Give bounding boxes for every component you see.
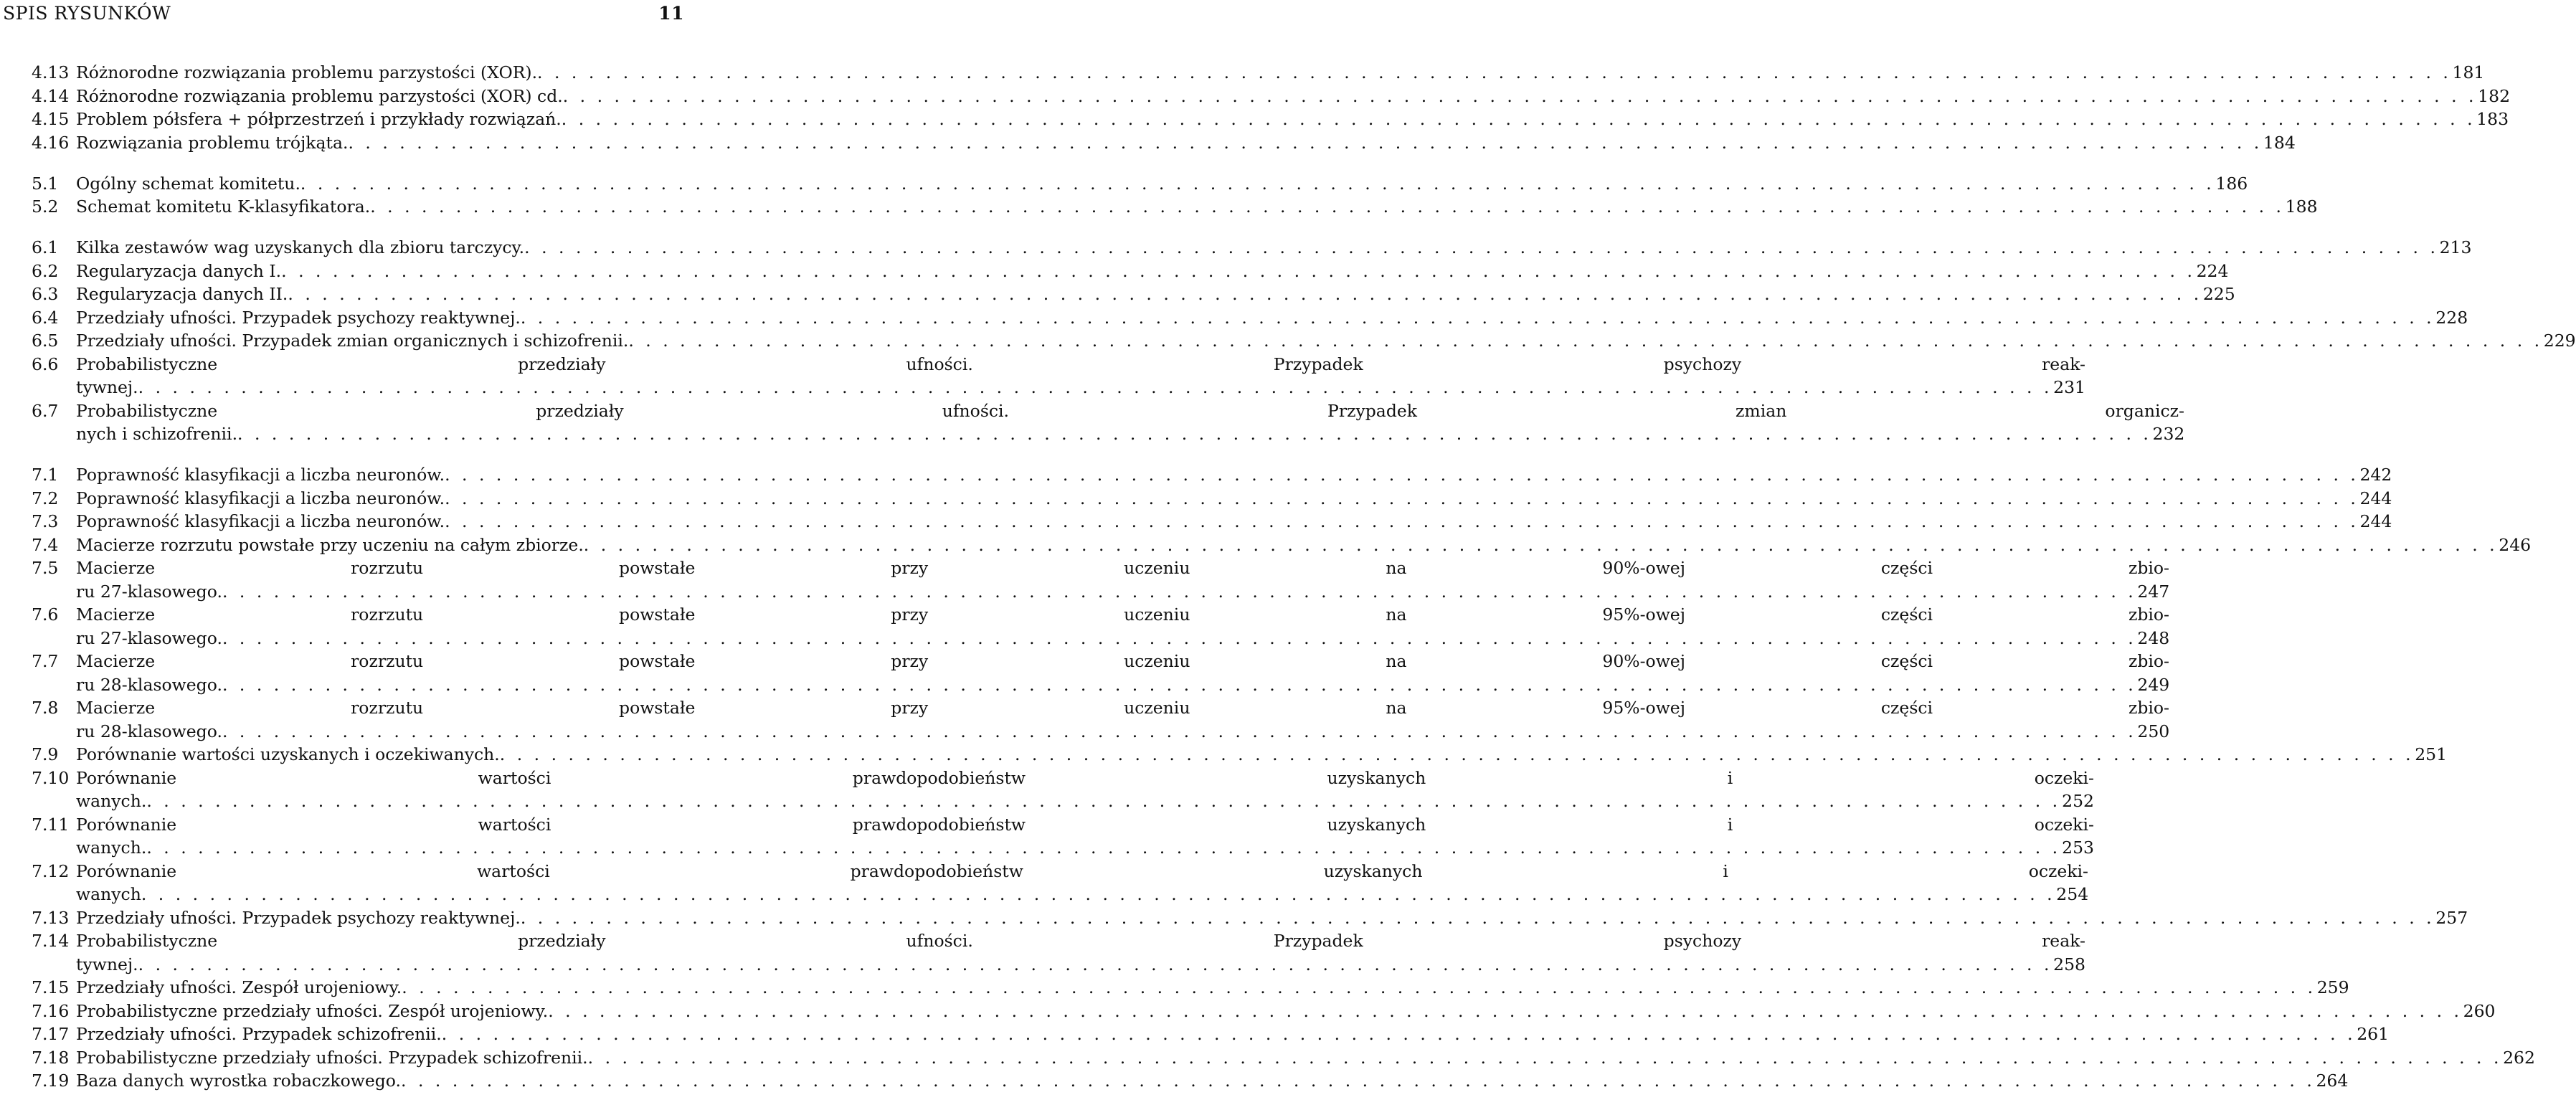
dot-leader	[548, 1000, 2462, 1023]
page-number: 184	[2263, 132, 2296, 153]
dot-leader	[445, 463, 2359, 487]
figure-number: 4.15	[32, 109, 70, 129]
toc-entry[interactable]	[32, 696, 2170, 743]
toc-entry[interactable]	[32, 510, 2392, 533]
figure-caption: Przedziały ufności. Przypadek schizofrenii.	[76, 1024, 442, 1044]
toc-entry[interactable]	[32, 1023, 2390, 1046]
page-number: 244	[2359, 511, 2392, 531]
figure-number: 7.11	[32, 814, 70, 835]
figure-number: 6.7	[32, 400, 59, 421]
page-number: 242	[2359, 465, 2392, 485]
page-number: 181	[2452, 62, 2485, 82]
figure-number: 6.3	[32, 284, 59, 304]
toc-entry[interactable]	[32, 556, 2170, 603]
figure-caption: tywnej.	[76, 954, 138, 974]
dot-leader	[138, 376, 2052, 399]
figure-number: 7.3	[32, 511, 59, 531]
page-number: 250	[2137, 721, 2170, 741]
toc-entry[interactable]	[32, 306, 2468, 330]
toc-entry[interactable]	[32, 976, 2349, 1000]
toc-entry[interactable]	[32, 603, 2170, 650]
toc-entry[interactable]	[32, 353, 2085, 399]
toc-entry[interactable]	[32, 813, 2094, 860]
page-number: 246	[2499, 534, 2532, 555]
figure-number: 7.8	[32, 698, 59, 718]
figure-caption: Probabilistyczne przedziały ufności. Przypadek psychozy reak-	[76, 354, 2085, 374]
figure-number: 7.13	[32, 907, 70, 928]
figure-caption: Regularyzacja danych I.	[76, 260, 282, 281]
dot-leader	[445, 487, 2359, 511]
list-of-figures	[32, 61, 2576, 1110]
page-number: 261	[2357, 1024, 2390, 1044]
dot-leader	[237, 422, 2151, 446]
dot-leader	[524, 236, 2438, 260]
toc-entry[interactable]	[32, 236, 2472, 260]
page-number: 249	[2137, 674, 2170, 695]
toc-entry[interactable]	[32, 767, 2094, 813]
toc-entry[interactable]	[32, 743, 2448, 767]
figure-caption: Rozwiązania problemu trójkąta.	[76, 132, 349, 153]
figure-caption: Baza danych wyrostka robaczkowego.	[76, 1071, 402, 1091]
toc-entry[interactable]	[32, 1046, 2535, 1070]
figure-number: 7.2	[32, 488, 59, 508]
page-number: 254	[2056, 884, 2089, 904]
figure-number: 7.9	[32, 744, 59, 764]
figure-caption: ru 28-klasowego.	[76, 721, 222, 741]
figure-caption: ru 27-klasowego.	[76, 627, 222, 648]
dot-leader	[300, 172, 2215, 196]
toc-group	[32, 172, 2318, 219]
figure-caption: Różnorodne rozwiązania problemu parzystości (XOR).	[76, 62, 538, 82]
figure-caption: Regularyzacja danych II.	[76, 284, 288, 304]
figure-caption: wanych.	[76, 838, 147, 858]
figure-number: 7.14	[32, 931, 70, 951]
figure-caption: Przedziały ufności. Przypadek psychozy reaktywnej.	[76, 307, 521, 328]
figure-number: 7.15	[32, 977, 70, 997]
figure-caption: Macierze rozrzutu powstałe przy uczeniu na 90%-owej części zbio-	[76, 558, 2169, 578]
toc-entry[interactable]	[32, 463, 2392, 487]
toc-entry[interactable]	[32, 85, 2511, 108]
toc-entry[interactable]	[32, 195, 2318, 219]
figure-caption: Porównanie wartości prawdopodobieństw uzyskanych i oczeki-	[76, 767, 2094, 788]
figure-caption: Porównanie wartości prawdopodobieństw uzyskanych i oczeki-	[76, 860, 2088, 881]
figure-caption: Poprawność klasyfikacji a liczba neuronów.	[76, 511, 445, 531]
figure-number: 7.4	[32, 534, 59, 555]
figure-number: 7.19	[32, 1071, 70, 1091]
page-number: 258	[2053, 954, 2085, 974]
figure-caption: ru 27-klasowego.	[76, 581, 222, 602]
page-number: 231	[2053, 377, 2085, 397]
page-number: 229	[2543, 331, 2576, 351]
page-number: 182	[2478, 85, 2511, 106]
figure-caption: Różnorodne rozwiązania problemu parzystości (XOR) cd.	[76, 85, 563, 106]
toc-entry[interactable]	[32, 172, 2248, 196]
dot-leader	[442, 1023, 2356, 1046]
toc-entry[interactable]	[32, 860, 2089, 906]
toc-group	[32, 236, 2576, 446]
figure-caption: Poprawność klasyfikacji a liczba neuronów.	[76, 465, 445, 485]
figure-caption: wanych	[76, 884, 141, 904]
toc-entry[interactable]	[32, 131, 2296, 155]
running-header	[3, 3, 684, 24]
page-number: 225	[2202, 284, 2235, 304]
figure-caption: tywnej.	[76, 377, 138, 397]
figure-number: 6.6	[32, 354, 59, 374]
figure-number: 7.10	[32, 767, 70, 788]
dot-leader	[370, 195, 2284, 219]
figure-number: 6.2	[32, 260, 59, 281]
figure-number: 7.16	[32, 1000, 70, 1021]
figure-number: 4.13	[32, 62, 70, 82]
dot-leader	[288, 283, 2202, 306]
figure-number: 7.18	[32, 1047, 70, 1068]
figure-number: 5.1	[32, 173, 59, 194]
page-number: 262	[2503, 1047, 2535, 1068]
figure-caption: Przedziały ufności. Przypadek zmian organicznych i schizofrenii.	[76, 331, 629, 351]
dot-leader	[500, 743, 2414, 767]
dot-leader	[445, 510, 2359, 533]
toc-entry[interactable]	[32, 906, 2468, 930]
page-number: 251	[2415, 744, 2448, 764]
figure-caption: Macierze rozrzutu powstałe przy uczeniu na 90%-owej części zbio-	[76, 651, 2169, 671]
dot-leader	[562, 108, 2476, 131]
page-number: 253	[2062, 838, 2094, 858]
figure-caption: wanych.	[76, 791, 147, 811]
figure-caption: Porównanie wartości prawdopodobieństw uzyskanych i oczeki-	[76, 814, 2094, 835]
dot-leader	[521, 906, 2435, 930]
figure-number: 7.7	[32, 651, 59, 671]
dot-leader	[521, 306, 2435, 330]
dot-leader	[563, 85, 2477, 108]
figure-number: 4.14	[32, 85, 70, 106]
figure-caption: Przedziały ufności. Zespół urojeniowy.	[76, 977, 402, 997]
toc-entry[interactable]	[32, 399, 2185, 446]
dot-leader	[401, 1069, 2315, 1093]
figure-number: 7.6	[32, 604, 59, 625]
dot-leader	[537, 61, 2451, 85]
page-number: 259	[2316, 977, 2349, 997]
dot-leader	[222, 720, 2136, 744]
dot-leader	[588, 1046, 2502, 1070]
figure-caption: Porównanie wartości uzyskanych i oczekiwanych.	[76, 744, 500, 764]
dot-leader	[138, 953, 2052, 977]
page-number: 232	[2152, 424, 2185, 444]
figure-number: 7.12	[32, 860, 70, 881]
toc-group	[32, 463, 2535, 1093]
figure-caption: Ogólny schemat komitetu.	[76, 173, 300, 194]
toc-entry[interactable]	[32, 329, 2576, 353]
figure-caption: Macierze rozrzutu powstałe przy uczeniu na 95%-owej części zbio-	[76, 698, 2169, 718]
toc-entry[interactable]	[32, 108, 2509, 131]
figure-caption: Probabilistyczne przedziały ufności. Przypadek psychozy reak-	[76, 931, 2085, 951]
figure-number: 7.1	[32, 465, 59, 485]
toc-entry[interactable]	[32, 61, 2485, 85]
page-number: 188	[2285, 196, 2318, 217]
toc-entry[interactable]	[32, 487, 2392, 511]
figure-number: 7.5	[32, 558, 59, 578]
figure-number: 4.16	[32, 132, 70, 153]
page-number: 213	[2439, 237, 2472, 257]
figure-caption: ru 28-klasowego.	[76, 674, 222, 695]
toc-entry[interactable]	[32, 929, 2085, 976]
page-number: 186	[2215, 173, 2248, 194]
page-number: 247	[2137, 581, 2170, 602]
dot-leader	[222, 580, 2136, 604]
toc-entry[interactable]	[32, 1069, 2349, 1093]
figure-caption: Kilka zestawów wag uzyskanych dla zbioru tarczycy.	[76, 237, 525, 257]
figure-number: 6.1	[32, 237, 59, 257]
dot-leader	[348, 131, 2262, 155]
dot-leader	[222, 673, 2136, 697]
dot-leader	[628, 329, 2542, 353]
dot-leader	[584, 533, 2498, 557]
figure-caption: Macierze rozrzutu powstałe przy uczeniu na 95%-owej części zbio-	[76, 604, 2169, 625]
page-number: 248	[2137, 627, 2170, 648]
dot-leader	[146, 836, 2061, 860]
page-number: 260	[2463, 1000, 2496, 1021]
figure-number: 6.4	[32, 307, 59, 328]
figure-caption: Probabilistyczne przedziały ufności. Przypadek zmian organicz-	[76, 400, 2184, 421]
page-number: 228	[2435, 307, 2468, 328]
toc-entry[interactable]	[32, 1000, 2496, 1023]
dot-leader	[281, 260, 2195, 283]
header-page-number: 11	[658, 3, 684, 24]
page-number: 224	[2196, 260, 2229, 281]
page-number: 252	[2062, 791, 2094, 811]
toc-entry[interactable]	[32, 283, 2235, 306]
toc-group	[32, 61, 2511, 154]
dot-leader	[402, 976, 2316, 1000]
figure-caption: Probabilistyczne przedziały ufności. Przypadek schizofrenii.	[76, 1047, 588, 1068]
figure-caption: Schemat komitetu K-klasyfikatora.	[76, 196, 371, 217]
toc-entry[interactable]	[32, 260, 2229, 283]
dot-leader	[222, 627, 2136, 650]
header-title: SPIS RYSUNKÓW	[3, 3, 171, 24]
figure-caption: Problem półsfera + półprzestrzeń i przykłady rozwiązań.	[76, 109, 562, 129]
dot-leader	[146, 789, 2061, 813]
toc-entry[interactable]	[32, 533, 2532, 557]
figure-caption: nych i schizofrenii.	[76, 424, 238, 444]
page-number: 257	[2435, 907, 2468, 928]
figure-number: 5.2	[32, 196, 59, 217]
figure-number: 6.5	[32, 331, 59, 351]
page-number: 264	[2316, 1071, 2349, 1091]
figure-caption: Poprawność klasyfikacji a liczba neuronów.	[76, 488, 445, 508]
figure-caption: Macierze rozrzutu powstałe przy uczeniu na całym zbiorze.	[76, 534, 584, 555]
toc-entry[interactable]	[32, 650, 2170, 696]
figure-number: 7.17	[32, 1024, 70, 1044]
figure-caption: Przedziały ufności. Przypadek psychozy reaktywnej.	[76, 907, 521, 928]
figure-caption: Probabilistyczne przedziały ufności. Zespół urojeniowy.	[76, 1000, 549, 1021]
page-number: 183	[2476, 109, 2509, 129]
dot-leader	[141, 883, 2055, 906]
page-number: 244	[2359, 488, 2392, 508]
